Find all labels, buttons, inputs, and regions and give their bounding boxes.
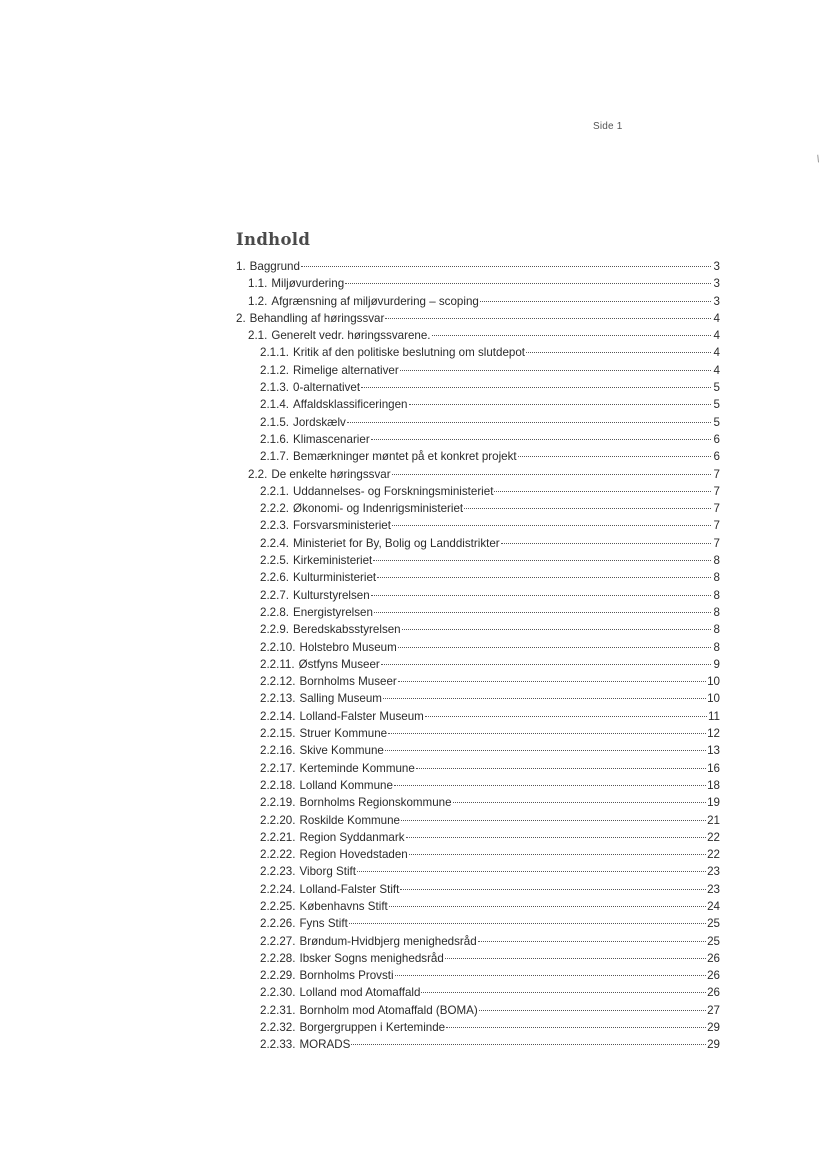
toc-entry-page[interactable]: 26 [707,986,720,1000]
toc-entry[interactable] [236,344,720,361]
toc-entry-number: 2.2.31. [260,1003,296,1017]
toc-entry-number: 2.2.28. [260,951,296,965]
toc-entry-label[interactable]: Fyns Stift [299,917,348,931]
toc-entry-number: 2.2.22. [260,848,296,862]
toc-entry-number: 2.2.26. [260,917,296,931]
toc-entry-number: 2.1.7. [260,450,290,464]
toc-entry[interactable] [236,621,720,638]
toc-entry-label[interactable]: Struer Kommune [299,727,388,741]
toc-entry-label[interactable]: Borgergruppen i Kerteminde [299,1021,446,1035]
toc-entry-page[interactable]: 23 [707,865,720,879]
toc-entry-number: 2.2.4. [260,536,290,550]
toc-entry-page[interactable]: 27 [707,1003,720,1017]
toc-dot-leader [446,1027,706,1028]
toc-dot-leader [349,923,706,924]
stray-mark: / [815,153,822,166]
toc-dot-leader [371,439,711,440]
toc-entry-label[interactable]: Generelt vedr. høringssvarene. [271,329,431,343]
toc-entry-page[interactable]: 16 [707,761,720,775]
toc-entry-page[interactable]: 26 [707,951,720,965]
toc-entry-label[interactable]: Lolland mod Atomaffald [299,986,421,1000]
toc-entry-page[interactable]: 3 [713,260,720,273]
toc-entry[interactable] [236,1002,720,1019]
toc-entry-label[interactable]: Bornholms Museer [299,675,397,689]
toc-list [236,258,720,1054]
toc-entry[interactable] [236,448,720,465]
toc-dot-leader [381,664,711,665]
toc-dot-leader [406,837,707,838]
toc-entry-number: 1.2. [248,294,268,308]
toc-dot-leader [392,525,711,526]
toc-entry-page[interactable]: 22 [707,830,720,844]
toc-entry-page[interactable]: 21 [707,813,720,827]
toc-entry-label[interactable]: Kritik af den politiske beslutning om slutdepot [293,346,526,360]
toc-entry-page[interactable]: 4 [713,346,720,360]
toc-entry-number: 2.2.21. [260,830,296,844]
toc-entry[interactable] [236,846,720,863]
toc-dot-leader [453,802,707,803]
toc-entry-page[interactable]: 11 [707,709,720,723]
toc-entry[interactable] [236,881,720,898]
toc-entry-label[interactable]: Ministeriet for By, Bolig og Landdistrikter [293,536,500,550]
toc-entry-number: 2.2.3. [260,519,290,533]
toc-entry-label[interactable]: Bornholm mod Atomaffald (BOMA) [299,1003,478,1017]
toc-entry-label[interactable]: Københavns Stift [299,899,388,913]
toc-entry[interactable] [236,362,720,379]
toc-entry-page[interactable]: 10 [707,692,720,706]
table-of-contents [236,228,720,1054]
toc-entry-number: 2.2.24. [260,882,296,896]
toc-entry-number: 1.1. [248,277,268,291]
toc-entry-label[interactable]: Forsvarsministeriet [293,519,391,533]
toc-entry-label[interactable]: Kirkeministeriet [293,554,373,568]
toc-title: Indhold [236,230,311,249]
toc-entry-number: 2.1.4. [260,398,290,412]
toc-entry-page[interactable]: 7 [713,519,720,533]
toc-entry-label[interactable]: Salling Museum [299,692,382,706]
toc-entry-number: 2.2.15. [260,727,296,741]
toc-entry-label[interactable]: De enkelte høringssvar [271,467,391,481]
toc-entry[interactable] [236,500,720,517]
toc-entry-number: 2. [236,311,246,325]
toc-entry-label[interactable]: Østfyns Museer [298,657,380,671]
toc-entry-page[interactable]: 8 [713,554,720,568]
toc-entry-page[interactable]: 7 [713,467,720,481]
toc-entry-label[interactable]: Holstebro Museum [299,640,397,654]
toc-dot-leader [395,975,707,976]
toc-entry-page[interactable]: 29 [707,1021,720,1035]
toc-entry-label[interactable]: Lolland-Falster Museum [299,709,424,723]
toc-entry[interactable] [236,431,720,448]
toc-dot-leader [409,404,711,405]
toc-entry-label[interactable]: Afgrænsning af miljøvurdering – scoping [271,294,479,308]
toc-entry[interactable] [236,327,720,344]
toc-entry-number: 2.2.12. [260,675,296,689]
toc-dot-leader [374,612,711,613]
toc-entry-page[interactable]: 8 [713,571,720,585]
toc-entry-page[interactable]: 3 [713,277,720,291]
toc-dot-leader [432,335,711,336]
toc-entry-number: 2.2.16. [260,744,296,758]
toc-entry-label[interactable]: Lolland Kommune [299,778,393,792]
toc-entry[interactable] [236,673,720,690]
toc-dot-leader [398,681,706,682]
toc-entry-number: 2.2.5. [260,554,290,568]
toc-entry[interactable] [236,275,720,292]
toc-entry-number: 2.2.11. [260,657,295,671]
toc-entry[interactable] [236,742,720,759]
toc-entry-label[interactable]: Bornholms Provsti [299,969,394,983]
toc-entry-label[interactable]: 0-alternativet [293,381,361,395]
toc-dot-leader [445,958,706,959]
toc-entry[interactable] [236,587,720,604]
toc-entry-page[interactable]: 4 [713,329,720,343]
toc-entry[interactable] [236,1036,720,1053]
toc-entry-page[interactable]: 8 [713,605,720,619]
toc-entry[interactable] [236,863,720,880]
toc-entry[interactable] [236,777,720,794]
toc-entry-label[interactable]: Skive Kommune [299,744,384,758]
toc-entry[interactable] [236,552,720,569]
toc-entry-page[interactable]: 6 [713,450,720,464]
toc-entry-label[interactable]: Kulturstyrelsen [293,588,370,602]
toc-entry-number: 2.2.33. [260,1038,296,1052]
toc-entry[interactable] [236,794,720,811]
toc-dot-leader [518,456,711,457]
toc-entry-number: 2.1.2. [260,363,290,377]
toc-dot-leader [361,387,711,388]
toc-dot-leader [479,1010,706,1011]
toc-entry-label[interactable]: Miljøvurdering [271,277,345,291]
toc-entry[interactable] [236,829,720,846]
toc-entry-number: 2.2.8. [260,605,290,619]
toc-entry[interactable] [236,466,720,483]
toc-entry[interactable] [236,569,720,586]
toc-entry-number: 2.2. [248,467,268,481]
toc-entry-page[interactable]: 13 [707,744,720,758]
toc-entry-label[interactable]: Region Hovedstaden [299,848,408,862]
toc-entry-label[interactable]: MORADS [299,1038,351,1052]
toc-dot-leader [392,474,711,475]
toc-entry-number: 2.2.25. [260,899,296,913]
toc-dot-leader [351,1044,706,1045]
toc-entry-label[interactable]: Beredskabsstyrelsen [293,623,401,637]
toc-entry-page[interactable]: 8 [713,640,720,654]
toc-dot-leader [478,941,706,942]
toc-entry-number: 2.1. [248,329,268,343]
toc-entry-number: 2.2.10. [260,640,296,654]
toc-entry-label[interactable]: Rimelige alternativer [293,363,399,377]
toc-entry-label[interactable]: Bornholms Regionskommune [299,796,452,810]
toc-entry-page[interactable]: 9 [713,657,720,671]
toc-entry-page[interactable]: 8 [713,588,720,602]
toc-entry-label[interactable]: Viborg Stift [299,865,356,879]
toc-entry-number: 2.2.14. [260,709,296,723]
toc-dot-leader [402,629,711,630]
toc-entry[interactable] [236,639,720,656]
toc-entry-number: 2.1.1. [260,346,290,360]
toc-entry-number: 2.2.19. [260,796,296,810]
toc-entry-page[interactable]: 29 [707,1038,720,1052]
toc-entry[interactable] [236,898,720,915]
toc-entry-page[interactable]: 6 [713,432,720,446]
toc-entry-page[interactable]: 7 [713,536,720,550]
toc-entry-page[interactable]: 5 [713,381,720,395]
toc-entry[interactable] [236,950,720,967]
toc-entry-page[interactable]: 5 [713,398,720,412]
toc-dot-leader [416,768,706,769]
toc-entry-label[interactable]: Bemærkninger møntet på et konkret projekt [293,450,517,464]
toc-entry-page[interactable]: 12 [707,727,720,741]
toc-entry[interactable] [236,725,720,742]
toc-entry[interactable] [236,656,720,673]
toc-dot-leader [377,577,711,578]
toc-entry-page[interactable]: 25 [707,917,720,931]
toc-entry[interactable] [236,690,720,707]
toc-entry-page[interactable]: 22 [707,848,720,862]
toc-entry[interactable] [236,760,720,777]
toc-entry-page[interactable]: 10 [707,675,720,689]
toc-entry[interactable] [236,310,720,327]
toc-entry-label[interactable]: Uddannelses- og Forskningsministeriet [293,484,494,498]
toc-entry-number: 2.2.2. [260,502,290,516]
toc-entry-label[interactable]: Klimascenarier [293,432,370,446]
toc-dot-leader [421,992,706,993]
toc-entry[interactable] [236,258,720,275]
toc-entry-label[interactable]: Baggrund [249,260,300,273]
toc-entry-page[interactable]: 8 [713,623,720,637]
toc-entry-page[interactable]: 7 [713,502,720,516]
toc-entry-number: 2.2.13. [260,692,296,706]
toc-entry-label[interactable]: Energistyrelsen [293,605,373,619]
toc-entry-number: 2.2.30. [260,986,296,1000]
toc-entry-number: 2.1.3. [260,381,290,395]
toc-entry-number: 2.2.1. [260,484,290,498]
toc-entry[interactable] [236,915,720,932]
toc-dot-leader [394,785,706,786]
toc-dot-leader [389,906,706,907]
toc-entry-page[interactable]: 18 [707,778,720,792]
toc-entry[interactable] [236,414,720,431]
toc-entry-page[interactable]: 3 [713,294,720,308]
toc-entry-label[interactable]: Roskilde Kommune [299,813,400,827]
toc-dot-leader [480,301,711,302]
toc-entry[interactable] [236,517,720,534]
toc-entry-number: 2.2.6. [260,571,290,585]
toc-entry-page[interactable]: 5 [713,415,720,429]
toc-dot-leader [501,543,711,544]
toc-entry[interactable] [236,604,720,621]
toc-entry-label[interactable]: Ibsker Sogns menighedsråd [299,951,444,965]
toc-dot-leader [385,318,711,319]
toc-entry-number: 2.2.20. [260,813,296,827]
toc-entry[interactable] [236,396,720,413]
toc-entry-number: 2.2.7. [260,588,290,602]
toc-entry[interactable] [236,933,720,950]
page-number: Side 1 [593,121,623,132]
toc-entry-page[interactable]: 24 [707,899,720,913]
toc-dot-leader [425,716,707,717]
toc-entry-number: 2.1.5. [260,415,290,429]
toc-entry[interactable] [236,379,720,396]
toc-dot-leader [409,854,706,855]
toc-entry-label[interactable]: Brøndum-Hvidbjerg menighedsråd [299,934,477,948]
toc-dot-leader [400,370,711,371]
toc-entry-number: 2.2.29. [260,969,296,983]
toc-dot-leader [388,733,706,734]
toc-entry[interactable] [236,708,720,725]
toc-entry[interactable] [236,535,720,552]
toc-dot-leader [464,508,711,509]
toc-entry-page[interactable]: 19 [707,796,720,810]
toc-entry[interactable] [236,483,720,500]
toc-dot-leader [357,871,706,872]
toc-dot-leader [385,750,706,751]
toc-dot-leader [494,491,711,492]
toc-entry[interactable] [236,1019,720,1036]
toc-entry-number: 1. [236,260,246,273]
toc-dot-leader [398,647,711,648]
toc-entry-page[interactable]: 23 [707,882,720,896]
toc-dot-leader [526,352,711,353]
toc-dot-leader [345,283,711,284]
toc-entry-number: 2.2.23. [260,865,296,879]
toc-entry-page[interactable]: 4 [713,311,720,325]
toc-entry-number: 2.2.9. [260,623,290,637]
toc-dot-leader [401,820,706,821]
toc-dot-leader [400,889,706,890]
toc-dot-leader [301,266,711,267]
toc-entry-number: 2.2.32. [260,1021,296,1035]
toc-entry-number: 2.2.18. [260,778,296,792]
toc-dot-leader [373,560,711,561]
toc-entry-page[interactable]: 26 [707,969,720,983]
toc-entry-label[interactable]: Jordskælv [293,415,346,429]
toc-entry-label[interactable]: Affaldsklassificeringen [293,398,408,412]
toc-dot-leader [347,422,711,423]
toc-entry[interactable] [236,812,720,829]
toc-entry-page[interactable]: 4 [713,363,720,377]
toc-entry-number: 2.2.17. [260,761,296,775]
toc-entry[interactable] [236,967,720,984]
toc-entry-label[interactable]: Region Syddanmark [299,830,405,844]
toc-entry[interactable] [236,293,720,310]
toc-entry-label[interactable]: Lolland-Falster Stift [299,882,400,896]
toc-entry-page[interactable]: 25 [707,934,720,948]
toc-entry-label[interactable]: Kerteminde Kommune [299,761,415,775]
toc-dot-leader [383,698,706,699]
toc-dot-leader [371,595,711,596]
toc-entry-number: 2.1.6. [260,432,290,446]
toc-entry-page[interactable]: 7 [713,484,720,498]
toc-entry[interactable] [236,984,720,1001]
toc-entry-number: 2.2.27. [260,934,296,948]
toc-entry-label[interactable]: Kulturministeriet [293,571,377,585]
toc-entry-label[interactable]: Behandling af høringssvar [249,311,385,325]
toc-entry-label[interactable]: Økonomi- og Indenrigsministeriet [293,502,464,516]
